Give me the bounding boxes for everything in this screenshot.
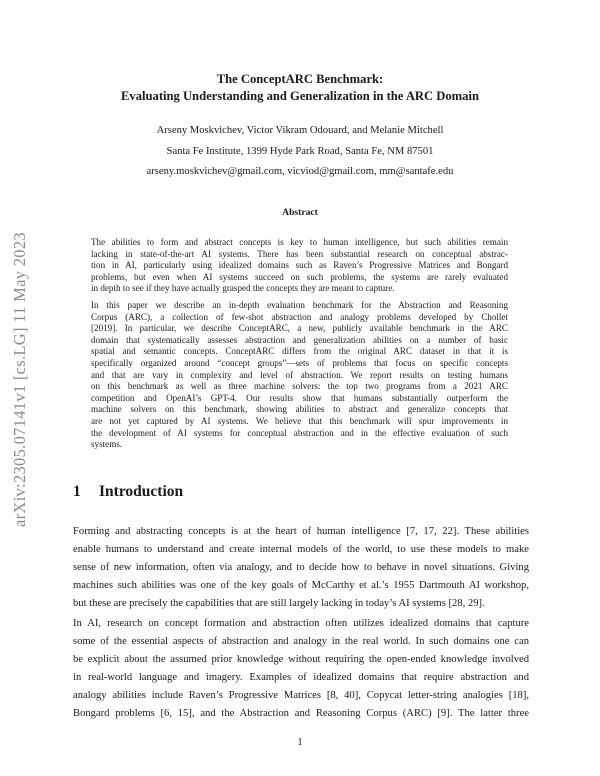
text-line: analogy abilities include Raven’s Progressive Matrices [8, 40], Copycat letter-string analogies [18], [73,689,529,701]
text-line: on this benchmark as well as three machine solvers: the top two programs from a 2021 ARC [91,381,508,392]
text-line: the development of AI systems for conceptual abstraction and in the effective evaluation of such [91,427,508,438]
title-line-2: Evaluating Understanding and Generalization in the ARC Domain [121,89,479,103]
text-line: in real-world language and imagery. Examples of idealized domains that require abstraction and [73,671,529,683]
text-line: be explicit about the assumed prior knowledge without requiring the open-ended knowledge involved [73,653,529,665]
text-line: In this paper we describe an in-depth evaluation benchmark for the Abstraction and Reasoning [91,300,508,310]
text-line: Bongard problems [6, 15], and the Abstraction and Reasoning Corpus (ARC) [9]. The latter three [73,707,529,719]
text-line: some of the essential aspects of abstraction and analogy in the real world. In such domains one can [73,635,529,647]
text-line: enable humans to understand and create internal models of the world, to use these models to make [73,543,529,555]
abstract-paragraph-2 [91,300,508,451]
intro-paragraph-2 [73,615,529,722]
text-line: machine solvers on this benchmark, showing abilities to abstract and generalize concepts that [91,404,508,415]
text-line: machines such abilities was one of the key goals of McCarthy et al.’s 1955 Dartmouth AI workshop, [73,579,529,591]
text-line: are not yet captured by AI systems. We believe that this benchmark will spur improvements in [91,415,508,426]
text-line: [2019]. In particular, we describe ConceptARC, a new, publicly available benchmark in the ARC [91,323,508,334]
text-line: domain that systematically assesses abstraction and generalization abilities on a number of basic [91,334,508,345]
text-line: spatial and semantic concepts. ConceptARC differs from the original ARC dataset in that it is [91,346,508,357]
text-line: problems, but even when AI systems succeed on such problems, the systems are rarely evaluated [91,271,508,282]
abstract-paragraph-1 [91,237,508,295]
author-list: Arseny Moskvichev, Victor Vikram Odouard, and Melanie Mitchell [156,125,444,136]
text-line: Corpus (ARC), a collection of few-shot abstraction and analogy problems developed by Chollet [91,311,508,322]
abstract-heading: Abstract [282,207,318,218]
page-number: 1 [297,737,303,748]
arxiv-identifier: arXiv:2305.07141v1 [cs.LG] 11 May 2023 [10,232,29,528]
author-emails: arseny.moskvichev@gmail.com, vicviod@gmail.com, mm@santafe.edu [146,166,454,177]
text-line: Forming and abstracting concepts is at the heart of human intelligence [7, 17, 22]. These abilities [73,526,529,537]
intro-paragraph-1 [73,523,529,613]
affiliation: Santa Fe Institute, 1399 Hyde Park Road, Santa Fe, NM 87501 [166,146,434,157]
text-line: lacking in state-of-the-art AI systems. There has been substantial research on conceptual abstrac- [91,248,508,259]
text-line: and that are vary in complexity and level of abstraction. We report results on testing humans [91,369,508,380]
text-line: in depth to see if they have actually grasped the concepts they are meant to capture. [91,283,395,294]
text-line: sense of new information, often via analogy, and to decide how to behave in novel situations. Giving [73,561,529,573]
section-number: 1 [73,483,81,500]
text-line: The abilities to form and abstract concepts is key to human intelligence, but such abilities remain [91,237,508,247]
text-line: In AI, research on concept formation and abstraction often utilizes idealized domains that capture [73,618,529,629]
text-line: systems. [91,439,123,450]
text-line: specifically organized around “concept groups”—sets of problems that focus on specific concepts [91,357,508,368]
text-line: but these are precisely the capabilities that are still largely lacking in today’s AI systems [28, 29]. [73,597,485,609]
section-title: Introduction [99,483,184,500]
text-line: tion in AI, particularly using idealized domains such as Raven’s Progressive Matrices and Bongard [91,260,508,271]
title-line-1: The ConceptARC Benchmark: [216,72,384,86]
paper-title [60,71,540,105]
text-line: competition and OpenAI’s GPT-4. Our results show that humans substantially outperform the [91,392,508,403]
section-heading-introduction [73,483,183,501]
